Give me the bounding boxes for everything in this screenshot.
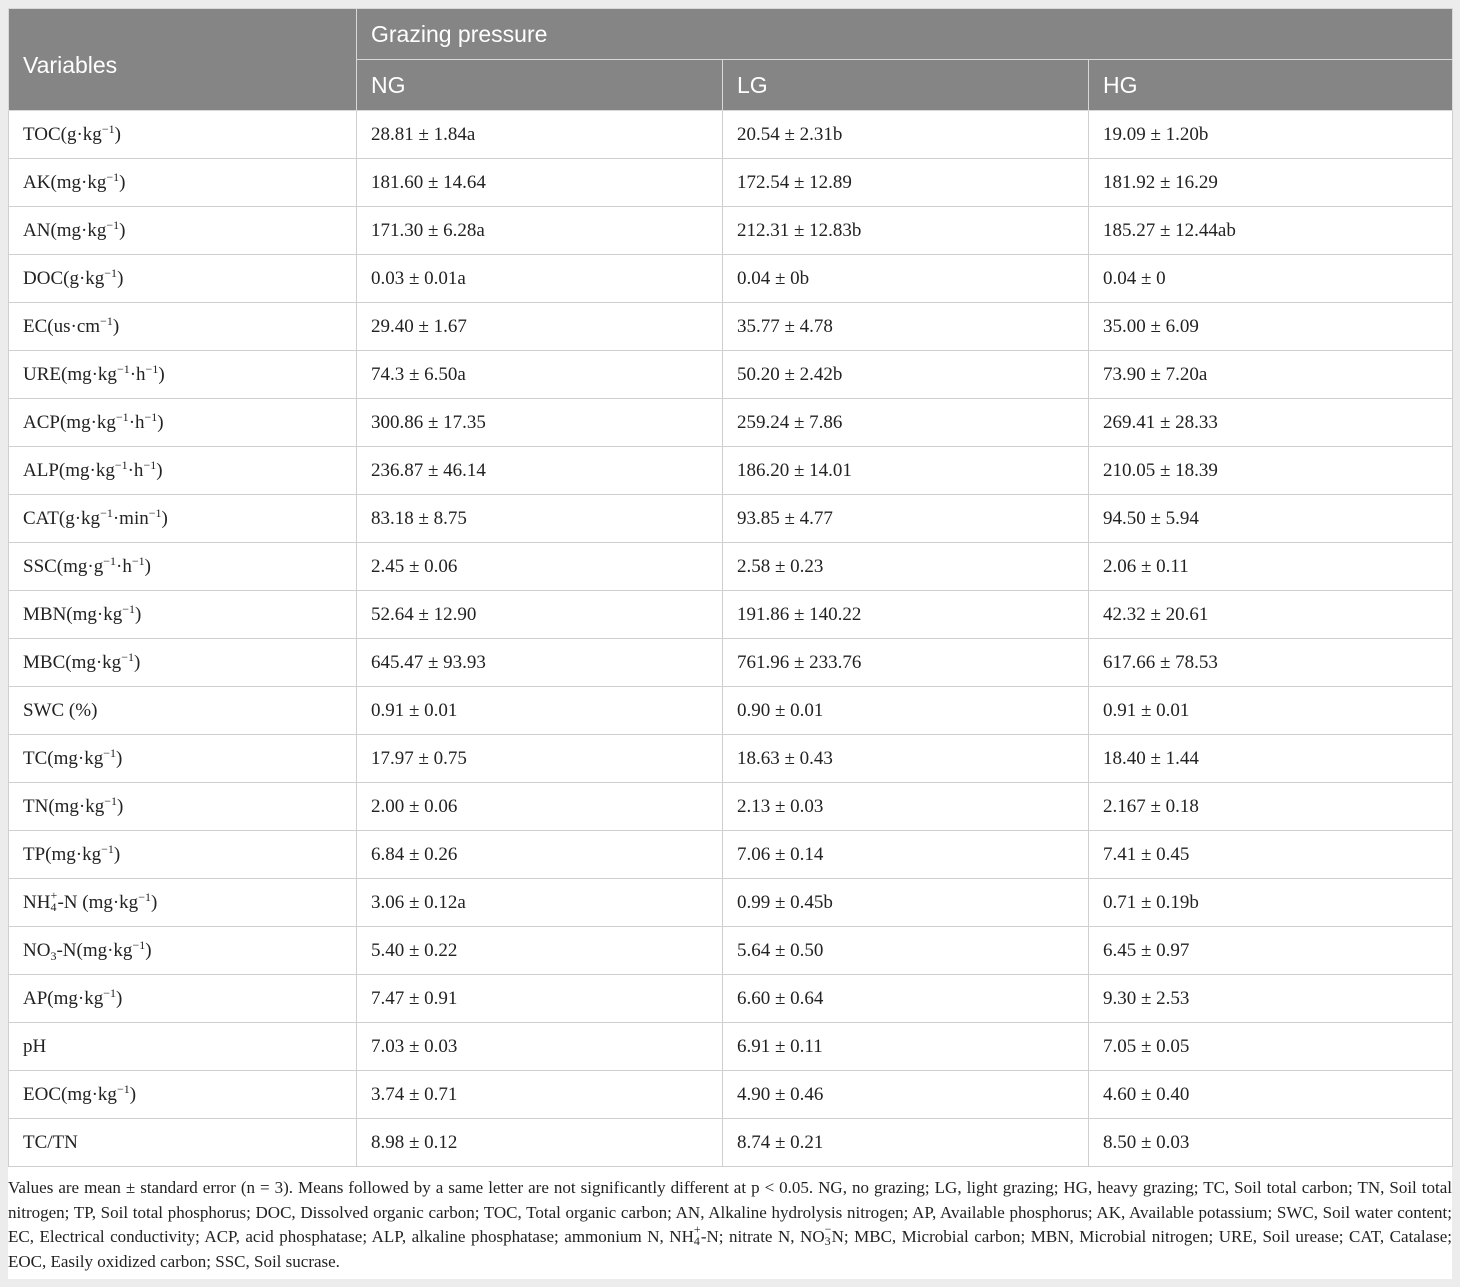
ng-cell: 28.81 ± 1.84a	[357, 111, 723, 159]
header-variables: Variables	[9, 9, 357, 111]
hg-cell: 35.00 ± 6.09	[1089, 303, 1453, 351]
variable-cell: $TC(mg\cdot kg^{-1})$	[9, 735, 357, 783]
hg-cell: 19.09 ± 1.20b	[1089, 111, 1453, 159]
table-header	[9, 9, 1453, 111]
lg-cell: 35.77 ± 4.78	[723, 303, 1089, 351]
table-row	[9, 783, 1453, 831]
hg-cell: 0.91 ± 0.01	[1089, 687, 1453, 735]
lg-cell: 18.63 ± 0.43	[723, 735, 1089, 783]
variable-cell: $ACP(mg\cdot kg^{-1}\cdot h^{-1})$	[9, 399, 357, 447]
variable-cell: NH + 4 -N $(mg\cdot kg^{-1})$	[9, 879, 357, 927]
ng-cell: 2.45 ± 0.06	[357, 543, 723, 591]
lg-cell: 761.96 ± 233.76	[723, 639, 1089, 687]
table-body	[9, 111, 1453, 1167]
hg-cell: 7.41 ± 0.45	[1089, 831, 1453, 879]
ng-cell: 300.86 ± 17.35	[357, 399, 723, 447]
table-row	[9, 975, 1453, 1023]
table-row	[9, 687, 1453, 735]
lg-cell: 2.13 ± 0.03	[723, 783, 1089, 831]
hg-cell: 4.60 ± 0.40	[1089, 1071, 1453, 1119]
variable-cell: $TN(mg\cdot kg^{-1})$	[9, 783, 357, 831]
table-footnote: Values are mean ± standard error (n = 3). Means followed by a same letter are not significantly different at p < 0.05. NG, no grazing; LG, light grazing; HG, heavy grazing; TC, Soil total carbon; TN, Soil total nitrogen; TP, Soil total phosphorus; DOC, Dissolved organic carbon; TOC, Total organic carbon; AN, Alkaline hydrolysis nitrogen; AP, Available phosphorus; AK, Available potassium; SWC, Soil water content; EC, Electrical conductivity; ACP, acid phosphatase; ALP, alkaline phosphatase; ammonium N, NH + 4 -N; nitrate N, NO − 3 N; MBC, Microbial carbon; MBN, Microbial nitrogen; URE, Soil urease; CAT, Catalase; EOC, Easily oxidized carbon; SSC, Soil sucrase.	[8, 1178, 1452, 1271]
table-row	[9, 831, 1453, 879]
header-grazing-pressure: Grazing pressure	[357, 9, 1453, 60]
table-row	[9, 399, 1453, 447]
lg-cell: 0.99 ± 0.45b	[723, 879, 1089, 927]
ng-cell: 171.30 ± 6.28a	[357, 207, 723, 255]
table-row	[9, 1119, 1453, 1167]
table-row	[9, 543, 1453, 591]
hg-cell: 7.05 ± 0.05	[1089, 1023, 1453, 1071]
ng-cell: 0.91 ± 0.01	[357, 687, 723, 735]
table-row	[9, 1023, 1453, 1071]
variable-cell: pH	[9, 1023, 357, 1071]
table-row	[9, 111, 1453, 159]
table-row	[9, 303, 1453, 351]
hg-cell: 210.05 ± 18.39	[1089, 447, 1453, 495]
hg-cell: 0.04 ± 0	[1089, 255, 1453, 303]
table-row	[9, 207, 1453, 255]
variable-cell: $EOC(mg\cdot kg^{-1})$	[9, 1071, 357, 1119]
header-lg: LG	[723, 60, 1089, 111]
table-row	[9, 447, 1453, 495]
variable-cell: $MBC(mg\cdot kg^{-1})$	[9, 639, 357, 687]
lg-cell: 2.58 ± 0.23	[723, 543, 1089, 591]
lg-cell: 6.91 ± 0.11	[723, 1023, 1089, 1071]
lg-cell: 212.31 ± 12.83b	[723, 207, 1089, 255]
hg-cell: 2.06 ± 0.11	[1089, 543, 1453, 591]
ng-cell: 0.03 ± 0.01a	[357, 255, 723, 303]
ng-cell: 3.74 ± 0.71	[357, 1071, 723, 1119]
hg-cell: 2.167 ± 0.18	[1089, 783, 1453, 831]
ng-cell: 83.18 ± 8.75	[357, 495, 723, 543]
ng-cell: 2.00 ± 0.06	[357, 783, 723, 831]
hg-cell: 9.30 ± 2.53	[1089, 975, 1453, 1023]
variable-cell: $CAT(g\cdot kg^{-1}\cdot\min^{-1})$	[9, 495, 357, 543]
ng-cell: 74.3 ± 6.50a	[357, 351, 723, 399]
soil-properties-table	[8, 8, 1453, 1167]
variable-cell: $AP(mg\cdot kg^{-1})$	[9, 975, 357, 1023]
table-row	[9, 351, 1453, 399]
table-row	[9, 927, 1453, 975]
variable-cell: $SSC(mg\cdot g^{-1}\cdot h^{-1})$	[9, 543, 357, 591]
variable-cell: $EC(us\cdot cm^{-1})$	[9, 303, 357, 351]
variable-cell: $ALP(mg\cdot kg^{-1}\cdot h^{-1})$	[9, 447, 357, 495]
table-row	[9, 495, 1453, 543]
ng-cell: 29.40 ± 1.67	[357, 303, 723, 351]
hg-cell: 6.45 ± 0.97	[1089, 927, 1453, 975]
lg-cell: 0.04 ± 0b	[723, 255, 1089, 303]
header-hg: HG	[1089, 60, 1453, 111]
hg-cell: 18.40 ± 1.44	[1089, 735, 1453, 783]
table-sheet	[8, 8, 1452, 1279]
variable-cell: $AK(mg\cdot kg^{-1})$	[9, 159, 357, 207]
ng-cell: 645.47 ± 93.93	[357, 639, 723, 687]
variable-cell: $TOC(g\cdot kg^{-1})$	[9, 111, 357, 159]
hg-cell: 8.50 ± 0.03	[1089, 1119, 1453, 1167]
lg-cell: 7.06 ± 0.14	[723, 831, 1089, 879]
lg-cell: 5.64 ± 0.50	[723, 927, 1089, 975]
hg-cell: 42.32 ± 20.61	[1089, 591, 1453, 639]
table-row	[9, 639, 1453, 687]
lg-cell: 6.60 ± 0.64	[723, 975, 1089, 1023]
hg-cell: 94.50 ± 5.94	[1089, 495, 1453, 543]
variable-cell: $NO_3-N(mg\cdot kg^{-1})$	[9, 927, 357, 975]
hg-cell: 185.27 ± 12.44ab	[1089, 207, 1453, 255]
table-row	[9, 255, 1453, 303]
header-ng: NG	[357, 60, 723, 111]
hg-cell: 617.66 ± 78.53	[1089, 639, 1453, 687]
ng-cell: 52.64 ± 12.90	[357, 591, 723, 639]
variable-cell: $AN(mg\cdot kg^{-1})$	[9, 207, 357, 255]
lg-cell: 20.54 ± 2.31b	[723, 111, 1089, 159]
ng-cell: 6.84 ± 0.26	[357, 831, 723, 879]
ng-cell: 17.97 ± 0.75	[357, 735, 723, 783]
lg-cell: 93.85 ± 4.77	[723, 495, 1089, 543]
hg-cell: 73.90 ± 7.20a	[1089, 351, 1453, 399]
lg-cell: 0.90 ± 0.01	[723, 687, 1089, 735]
lg-cell: 172.54 ± 12.89	[723, 159, 1089, 207]
table-row	[9, 591, 1453, 639]
variable-cell: $TP(mg\cdot kg^{-1})$	[9, 831, 357, 879]
hg-cell: 181.92 ± 16.29	[1089, 159, 1453, 207]
ng-cell: 181.60 ± 14.64	[357, 159, 723, 207]
variable-cell: SWC (%)	[9, 687, 357, 735]
variable-cell: TC/TN	[9, 1119, 357, 1167]
lg-cell: 8.74 ± 0.21	[723, 1119, 1089, 1167]
lg-cell: 4.90 ± 0.46	[723, 1071, 1089, 1119]
lg-cell: 186.20 ± 14.01	[723, 447, 1089, 495]
hg-cell: 269.41 ± 28.33	[1089, 399, 1453, 447]
lg-cell: 50.20 ± 2.42b	[723, 351, 1089, 399]
table-row	[9, 879, 1453, 927]
lg-cell: 259.24 ± 7.86	[723, 399, 1089, 447]
variable-cell: $DOC(g\cdot kg^{-1})$	[9, 255, 357, 303]
table-row	[9, 735, 1453, 783]
variable-cell: $MBN(mg\cdot kg^{-1})$	[9, 591, 357, 639]
ng-cell: 5.40 ± 0.22	[357, 927, 723, 975]
ng-cell: 7.03 ± 0.03	[357, 1023, 723, 1071]
table-row	[9, 1071, 1453, 1119]
ng-cell: 7.47 ± 0.91	[357, 975, 723, 1023]
hg-cell: 0.71 ± 0.19b	[1089, 879, 1453, 927]
variable-cell: $URE(mg\cdot kg^{-1}\cdot h^{-1})$	[9, 351, 357, 399]
ng-cell: 8.98 ± 0.12	[357, 1119, 723, 1167]
lg-cell: 191.86 ± 140.22	[723, 591, 1089, 639]
ng-cell: 3.06 ± 0.12a	[357, 879, 723, 927]
ng-cell: 236.87 ± 46.14	[357, 447, 723, 495]
table-row	[9, 159, 1453, 207]
